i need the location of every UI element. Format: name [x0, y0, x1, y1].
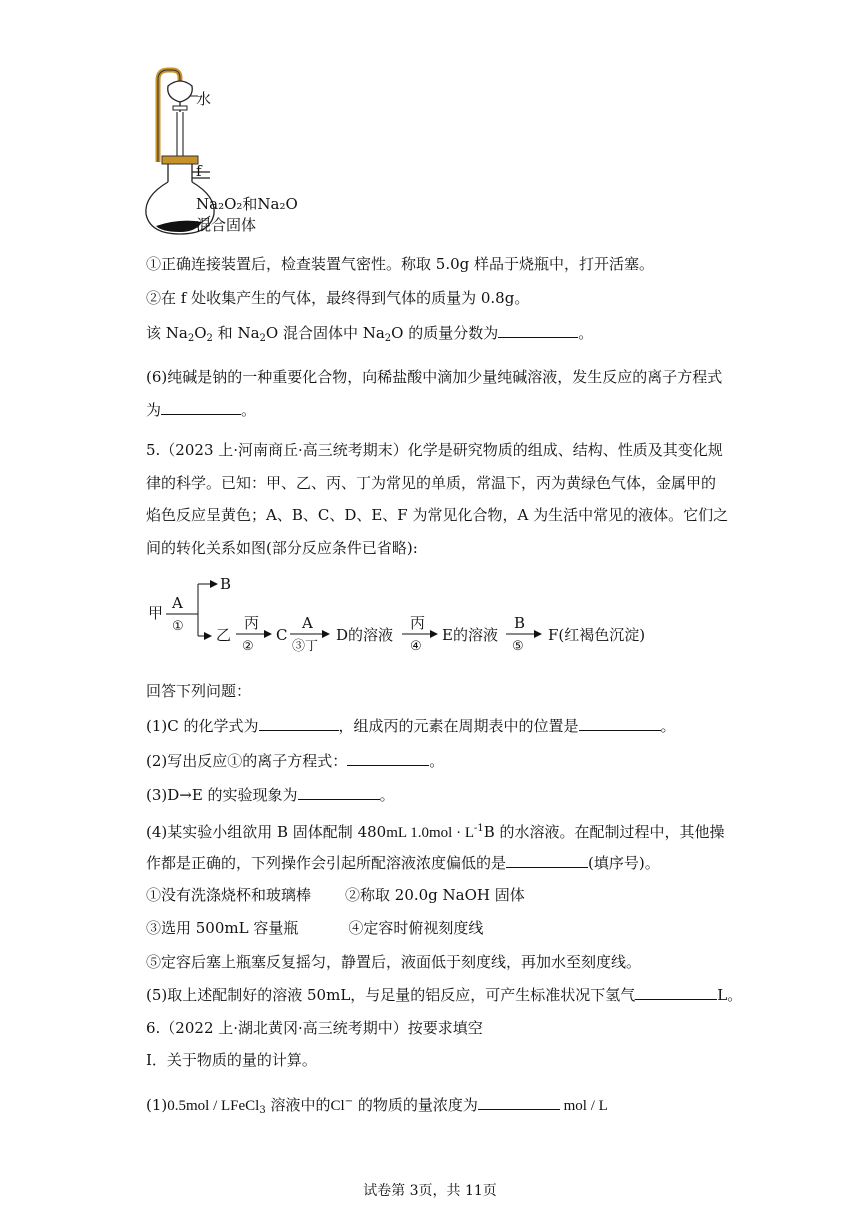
scheme-c1: ①	[172, 619, 184, 634]
scheme-B2: B	[514, 614, 526, 632]
q5-q5: (5)取上述配制好的溶液 50mL，与足量的铝反应，可产生标准状况下氢气 L。	[146, 986, 743, 1004]
label-solid-1: Na₂O₂和Na₂O	[196, 195, 298, 213]
scheme-D: D的溶液	[336, 626, 394, 644]
q5-q2: (2)写出反应①的离子方程式： 。	[146, 752, 445, 770]
q5-options-row2: ③选用 500mL 容量瓶 ④定容时俯视刻度线	[146, 919, 484, 937]
step-2: ②在 f 处收集产生的气体，最终得到气体的质量为 0.8g。	[146, 289, 530, 307]
step-1: ①正确连接装置后，检查装置气密性。称取 5.0g 样品于烧瓶中，打开活塞。	[146, 255, 654, 273]
q6-line2: I．关于物质的量的计算。	[146, 1051, 317, 1069]
mass-fraction-line: 该 $Na_2O_2$ 和 $Na_2O$ 混合固体中 $Na_2O$ 的质量分数为 。	[146, 324, 594, 344]
answer-blank[interactable]	[579, 716, 661, 731]
q5-q4-line2: 作都是正确的，下列操作会引起所配溶液浓度偏低的是 (填序号)。	[146, 854, 660, 872]
answer-blank[interactable]	[347, 751, 429, 766]
answer-blank[interactable]	[259, 716, 339, 731]
label-solid-2: 混合固体	[196, 216, 257, 234]
answer-blank[interactable]	[161, 400, 241, 415]
q5-option5: ⑤定容后塞上瓶塞反复摇匀，静置后，液面低于刻度线，再加水至刻度线。	[146, 953, 642, 971]
scheme-c4: ④	[410, 639, 422, 654]
q5-line4: 间的转化关系如图(部分反应条件已省略):	[146, 539, 418, 557]
answer-blank[interactable]	[498, 323, 578, 338]
q5-line2: 律的科学。已知：甲、乙、丙、丁为常见的单质，常温下，丙为黄绿色气体，金属甲的	[146, 474, 717, 492]
page-footer: 试卷第 3页，共 11页	[363, 1183, 497, 1199]
q5-q4-line1: (4)某实验小组欲用 B 固体配制 480mL $1.0mol \cdot L^{-1}B$ 的水溶液。在配制过程中，其他操	[146, 823, 725, 841]
scheme-c5: ⑤	[512, 639, 524, 654]
scheme-A: A	[172, 594, 183, 612]
reaction-scheme	[140, 574, 660, 660]
answer-blank[interactable]	[635, 985, 717, 1000]
q4-6-line2: 为 。	[146, 401, 257, 419]
scheme-yi: 乙	[216, 626, 232, 644]
q4-6-line1: (6)纯碱是钠的一种重要化合物，向稀盐酸中滴加少量纯碱溶液，发生反应的离子方程式	[146, 368, 723, 386]
answer-blank[interactable]	[506, 853, 588, 868]
label-f: f	[196, 162, 202, 180]
scheme-bing2: 丙	[410, 614, 426, 632]
scheme-F: F(红褐色沉淀)	[548, 626, 646, 644]
q5-line3: 焰色反应呈黄色；A、B、C、D、E、F 为常见化合物，A 为生活中常见的液体。它们之	[146, 506, 729, 524]
scheme-bing1: 丙	[244, 614, 260, 632]
q5-q1: (1)C 的化学式为 ，组成丙的元素在周期表中的位置是 。	[146, 717, 676, 735]
answer-intro: 回答下列问题：	[146, 682, 252, 700]
answer-blank[interactable]	[298, 785, 380, 800]
scheme-C: C	[276, 626, 288, 644]
scheme-jia: 甲	[148, 604, 164, 622]
q5-line1: 5.（2023 上·河南商丘·高三统考期末）化学是研究物质的组成、结构、性质及其变化规	[146, 441, 723, 459]
label-water: 水	[196, 90, 212, 108]
scheme-c3ding: ③丁	[292, 639, 319, 654]
scheme-E: E的溶液	[442, 626, 498, 644]
scheme-c2: ②	[242, 639, 254, 654]
scheme-B: B	[220, 575, 232, 593]
scheme-A2: A	[302, 614, 313, 632]
answer-blank[interactable]	[478, 1095, 560, 1110]
q6-line1: 6.（2022 上·湖北黄冈·高三统考期中）按要求填空	[146, 1019, 483, 1037]
q5-options-row1: ①没有洗涤烧杯和玻璃棒 ②称取 20.0g NaOH 固体	[146, 886, 525, 904]
q5-q3: (3)D→E 的实验现象为 。	[146, 786, 395, 804]
q6-q1: (1)0.5mol / LFeCl$_3$ 溶液中的Cl− 的物质的量浓度为 mol / L	[146, 1096, 608, 1116]
